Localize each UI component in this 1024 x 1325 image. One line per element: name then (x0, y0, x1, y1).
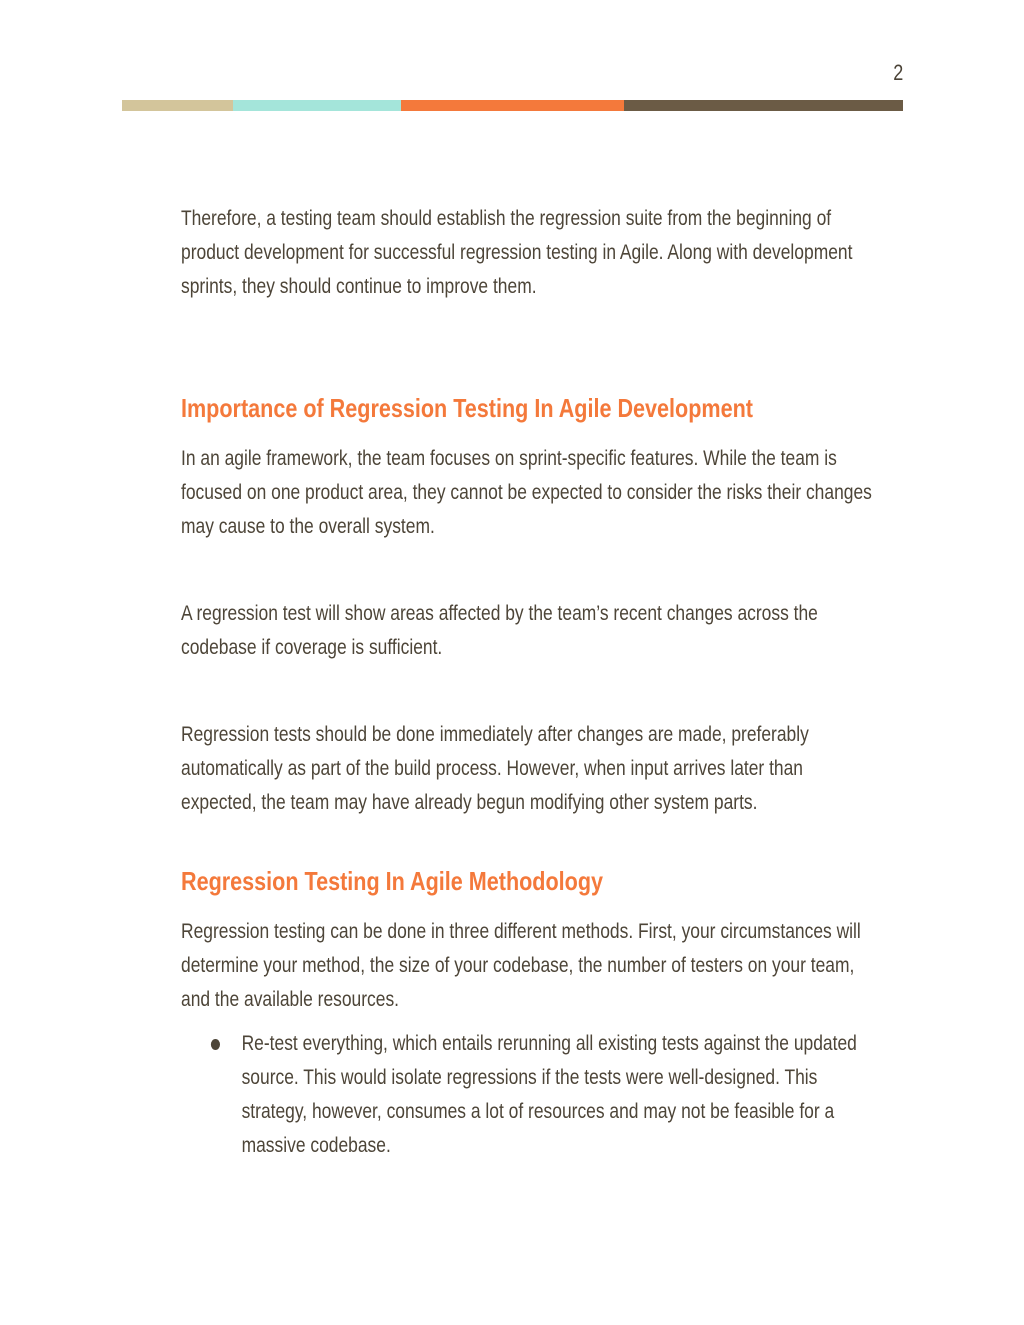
text-line: Re-test everything, which entails rerunning all existing tests against the updated (241, 1032, 857, 1055)
text-line: product development for successful regression testing in Agile. Along with development (181, 241, 853, 264)
text-line: may cause to the overall system. (181, 515, 435, 538)
text-line: A regression test will show areas affected by the team’s recent changes across the (181, 602, 818, 625)
document-body (181, 202, 895, 1163)
color-bar-segment-brown (624, 100, 903, 111)
section-heading-importance: Importance of Regression Testing In Agile Development (181, 393, 753, 423)
importance-paragraph-3 (181, 718, 895, 820)
bullet-text (242, 1027, 895, 1163)
intro-paragraph (181, 202, 895, 304)
section-heading-methodology: Regression Testing In Agile Methodology (181, 866, 604, 896)
text-line: source. This would isolate regressions if the tests were well-designed. This (241, 1066, 818, 1089)
text-line: determine your method, the size of your codebase, the number of testers on your team, (181, 954, 855, 977)
text-line: massive codebase. (241, 1134, 391, 1157)
page-number: 2 (892, 60, 903, 85)
text-line: expected, the team may have already begun modifying other system parts. (181, 791, 758, 814)
methods-bullet-list (181, 1027, 895, 1163)
text-line: focused on one product area, they cannot be expected to consider the risks their changes (181, 481, 872, 504)
text-line: and the available resources. (181, 988, 400, 1011)
text-line: sprints, they should continue to improve them. (181, 275, 537, 298)
color-bar-segment-mint (233, 100, 401, 111)
importance-paragraph-1 (181, 442, 895, 544)
text-line: Regression testing can be done in three different methods. First, your circumstances will (181, 920, 861, 943)
color-bar-segment-orange (401, 100, 624, 111)
header-color-bar (122, 100, 903, 111)
text-line: automatically as part of the build process. However, when input arrives later than (181, 757, 803, 780)
list-item (181, 1027, 895, 1163)
text-line: codebase if coverage is sufficient. (181, 636, 443, 659)
bullet-dot-icon (211, 1039, 220, 1050)
text-line: strategy, however, consumes a lot of resources and may not be feasible for a (241, 1100, 835, 1123)
importance-paragraph-2 (181, 597, 895, 665)
text-line: Regression tests should be done immediately after changes are made, preferably (181, 723, 809, 746)
color-bar-segment-tan (122, 100, 233, 111)
text-line: Therefore, a testing team should establish the regression suite from the beginning of (181, 207, 832, 230)
text-line: In an agile framework, the team focuses on sprint-specific features. While the team is (181, 447, 837, 470)
methodology-paragraph (181, 915, 895, 1017)
